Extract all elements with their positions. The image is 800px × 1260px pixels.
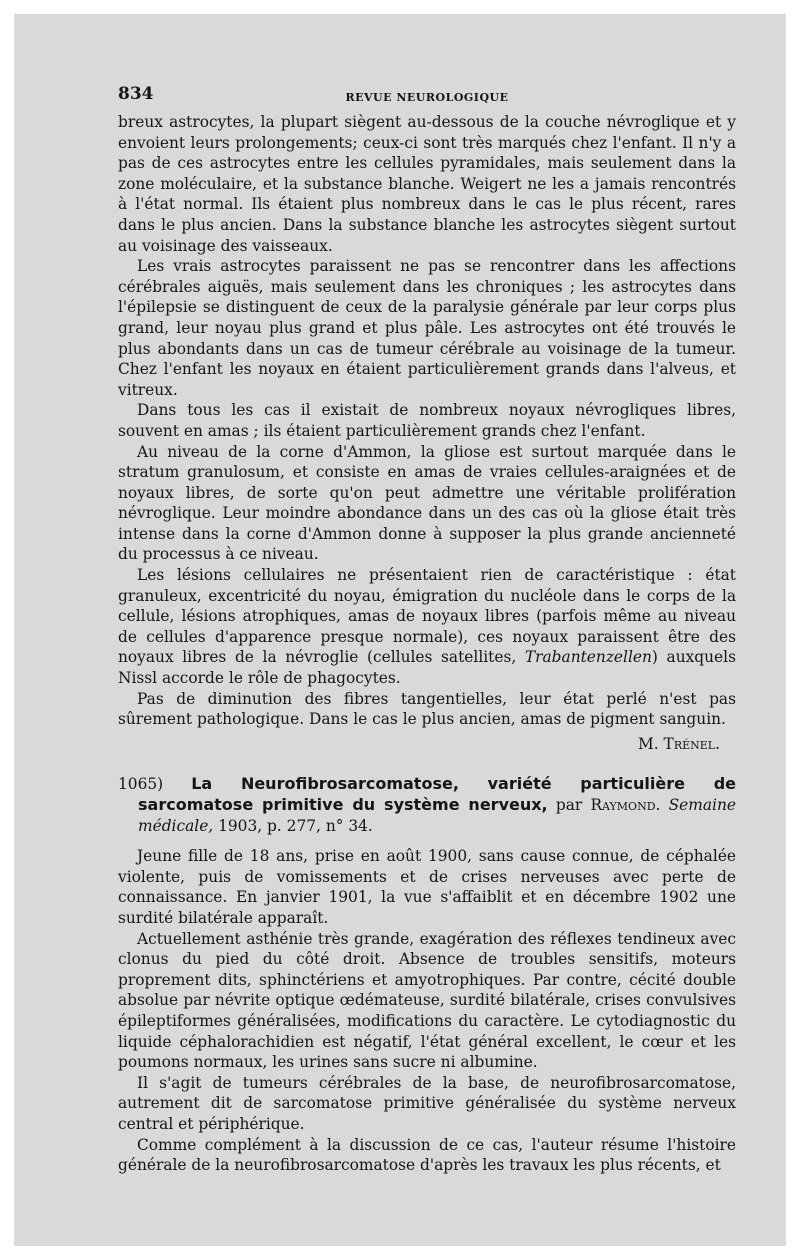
page-content (118, 84, 736, 1224)
spacer (118, 836, 736, 846)
paragraph-9: Il s'agit de tumeurs cérébrales de la base, de neurofibrosarcomatose, autrement dit de sarcomatose primitive généralisée du système nerveux central et périphérique. (118, 1073, 736, 1133)
paragraph-6: Pas de diminution des fibres tangentielles, leur état perlé n'est pas sûrement pathologique. Dans le cas le plus ancien, amas de pigment sanguin. (118, 689, 736, 729)
scanned-page (14, 14, 786, 1246)
paragraph-3: Dans tous les cas il existait de nombreux noyaux névrogliques libres, souvent en amas ; ils étaient particulièrement grands chez l'enfant. (118, 401, 736, 440)
paragraph-7: Jeune fille de 18 ans, prise en août 1900, sans cause connue, de céphalée violente, puis de vomissements et de crises nerveuses avec perte de connaissance. En janvier 1901, la vue s'affaiblit et en décembre 1902 une surdité bilatérale apparaît. (118, 847, 736, 927)
running-header (118, 84, 736, 106)
entry-author: Raymond. (590, 796, 661, 814)
entry-par: par (547, 796, 591, 814)
paragraph-10: Comme complément à la discussion de ce cas, l'auteur résume l'histoire générale de la neurofibrosarcomatose d'après les travaux les plus récents, et (118, 1135, 736, 1175)
entry-source: Semaine médicale, (138, 796, 736, 835)
entry-title: La Neurofibrosarcomatose, variété particulière de sarcomatose primitive du système nerveux, (138, 774, 736, 814)
paragraph-5-text-b: ) auxquels Nissl accorde le rôle de phagocytes. (118, 648, 736, 688)
paragraph-2: Les vrais astrocytes paraissent ne pas se rencontrer dans les affections cérébrales aiguës, mais seulement dans les chroniques ; les astrocytes dans l'épilepsie se distinguent de ceux de la paralysie générale par leur corps plus grand, leur noyau plus grand et plus pâle. Les astrocytes ont été trouvés le plus abondants dans un cas de tumeur cérébrale au voisinage de la tumeur. Chez l'enfant les noyaux en étaient particulièrement grands dans l'alveus, et vitreux. (118, 257, 736, 399)
entry-citation: 1903, p. 277, n° 34. (213, 816, 373, 835)
paragraph-8: Actuellement asthénie très grande, exagération des réflexes tendineux avec clonus du pied du côté droit. Absence de troubles sensitifs, moteurs proprement dits, sphinctériens et amyotrophiques. Par contre, cécité double absolue par névrite optique œdémateuse, surdité bilatérale, crises convulsives épileptiformes généralisées, modifications du caractère. Le cytodiagnostic du liquide céphalorachidien est négatif, l'état général excellent, le cœur et les poumons normaux, les urines sans sucre ni albumine. (118, 929, 736, 1072)
entry-number: 1065) (118, 775, 164, 794)
paragraph-5-text-a: Les lésions cellulaires ne présentaient rien de caractéristique : état granuleux, excentricité du noyau, émigration du nucléole dans le corps de la cellule, lésions atrophiques, amas de noyaux libres (parfois même au niveau de cellules d'apparence presque normale), ces noyaux paraissent être des noyaux libres de la névroglie (cellules satellites, (118, 566, 736, 667)
paragraph-5 (118, 565, 736, 689)
abstract-entry-heading (118, 774, 736, 836)
page-number: 834 (118, 84, 154, 104)
paragraph-5-italic: Trabantenzellen (524, 648, 652, 667)
paragraph-4: Au niveau de la corne d'Ammon, la gliose est surtout marquée dans le stratum granulosum, et consiste en amas de vraies cellules-araignées et de noyaux libres, de sorte qu'on peut admettre une véritable prolifération névroglique. Leur moindre abondance dans un des cas où la gliose était très intense dans la corne d'Ammon donne à supposer la plus grande ancienneté du processus à ce niveau. (118, 442, 736, 564)
journal-title: REVUE NEUROLOGIQUE (345, 91, 509, 104)
paragraph-1: breux astrocytes, la plupart siègent au-dessous de la couche névroglique et y envoient leurs prolongements; ceux-ci sont très marqués chez l'enfant. Il n'y a pas de ces astrocytes entre les cellules pyramidales, mais seulement dans la zone moléculaire, et la substance blanche. Weigert ne les a jamais rencontrés à l'état normal. Ils étaient plus nombreux dans le cas le plus récent, rares dans le plus ancien. Dans la substance blanche les astrocytes siègent surtout au voisinage des vaisseaux. (118, 113, 736, 255)
reviewer-signature: M. Trénel. (638, 734, 720, 753)
